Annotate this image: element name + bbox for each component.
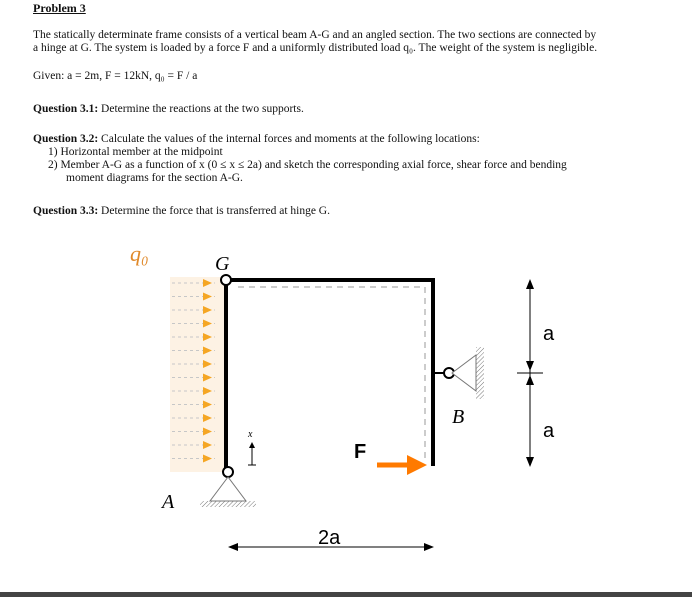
force-f-label: F xyxy=(354,441,367,463)
support-b-label: B xyxy=(452,406,465,428)
question-3-2-text: Calculate the values of the internal forces and moments at the following locations: xyxy=(98,133,480,145)
support-a-triangle xyxy=(210,477,246,501)
dimension-upper-arrow-top xyxy=(526,279,534,289)
given-values: Given: a = 2m, F = 12kN, q₀ = F / a xyxy=(33,70,198,82)
question-3-2-item-2-continued: moment diagrams for the section A-G. xyxy=(66,172,243,184)
dimension-upper-arrow-bottom xyxy=(526,361,534,371)
question-3-2 xyxy=(33,133,480,146)
coordinate-x-label: x xyxy=(248,429,253,440)
dimension-2a-arrow-left xyxy=(228,543,238,551)
question-3-3-text: Determine the force that is transferred at hinge G. xyxy=(98,205,330,217)
problem-intro-line1: The statically determinate frame consists of a vertical beam A-G and an angled section. The two sections are connected by xyxy=(33,29,597,41)
question-3-2-label: Question 3.2: xyxy=(33,133,99,145)
bottom-border-bar xyxy=(0,592,692,597)
load-label-q0: q₀ xyxy=(130,241,149,266)
question-3-1-label: Question 3.1: xyxy=(33,103,99,115)
hinge-g xyxy=(221,275,231,285)
question-3-2-item-2: 2) Member A-G as a function of x (0 ≤ x ≤ 2a) and sketch the corresponding axial force, shear force and bending xyxy=(48,159,567,171)
support-a-ground xyxy=(200,501,256,507)
dimension-upper-a-label: a xyxy=(543,323,555,345)
hinge-g-label: G xyxy=(215,253,230,275)
dimension-2a-label: 2a xyxy=(318,527,341,549)
question-3-3 xyxy=(33,205,330,218)
question-3-2-item-1: 1) Horizontal member at the midpoint xyxy=(48,146,223,158)
distributed-load-area xyxy=(170,277,225,472)
question-3-3-label: Question 3.3: xyxy=(33,205,99,217)
question-3-1 xyxy=(33,103,304,116)
problem-intro-line2: a hinge at G. The system is loaded by a force F and a uniformly distributed load q₀. The weight of the system is negligible. xyxy=(33,42,598,54)
question-3-1-text: Determine the reactions at the two supports. xyxy=(98,103,304,115)
dimension-lower-arrow-bottom xyxy=(526,457,534,467)
support-a-pin xyxy=(223,467,233,477)
support-a-label: A xyxy=(162,491,175,513)
support-b-triangle xyxy=(452,355,476,391)
dimension-2a-arrow-right xyxy=(424,543,434,551)
dimension-lower-arrow-top xyxy=(526,375,534,385)
support-b-wall xyxy=(476,347,484,399)
frame-diagram xyxy=(0,225,692,565)
dimension-lower-a-label: a xyxy=(543,420,555,442)
problem-title: Problem 3 xyxy=(33,1,86,15)
angled-section xyxy=(226,280,433,466)
